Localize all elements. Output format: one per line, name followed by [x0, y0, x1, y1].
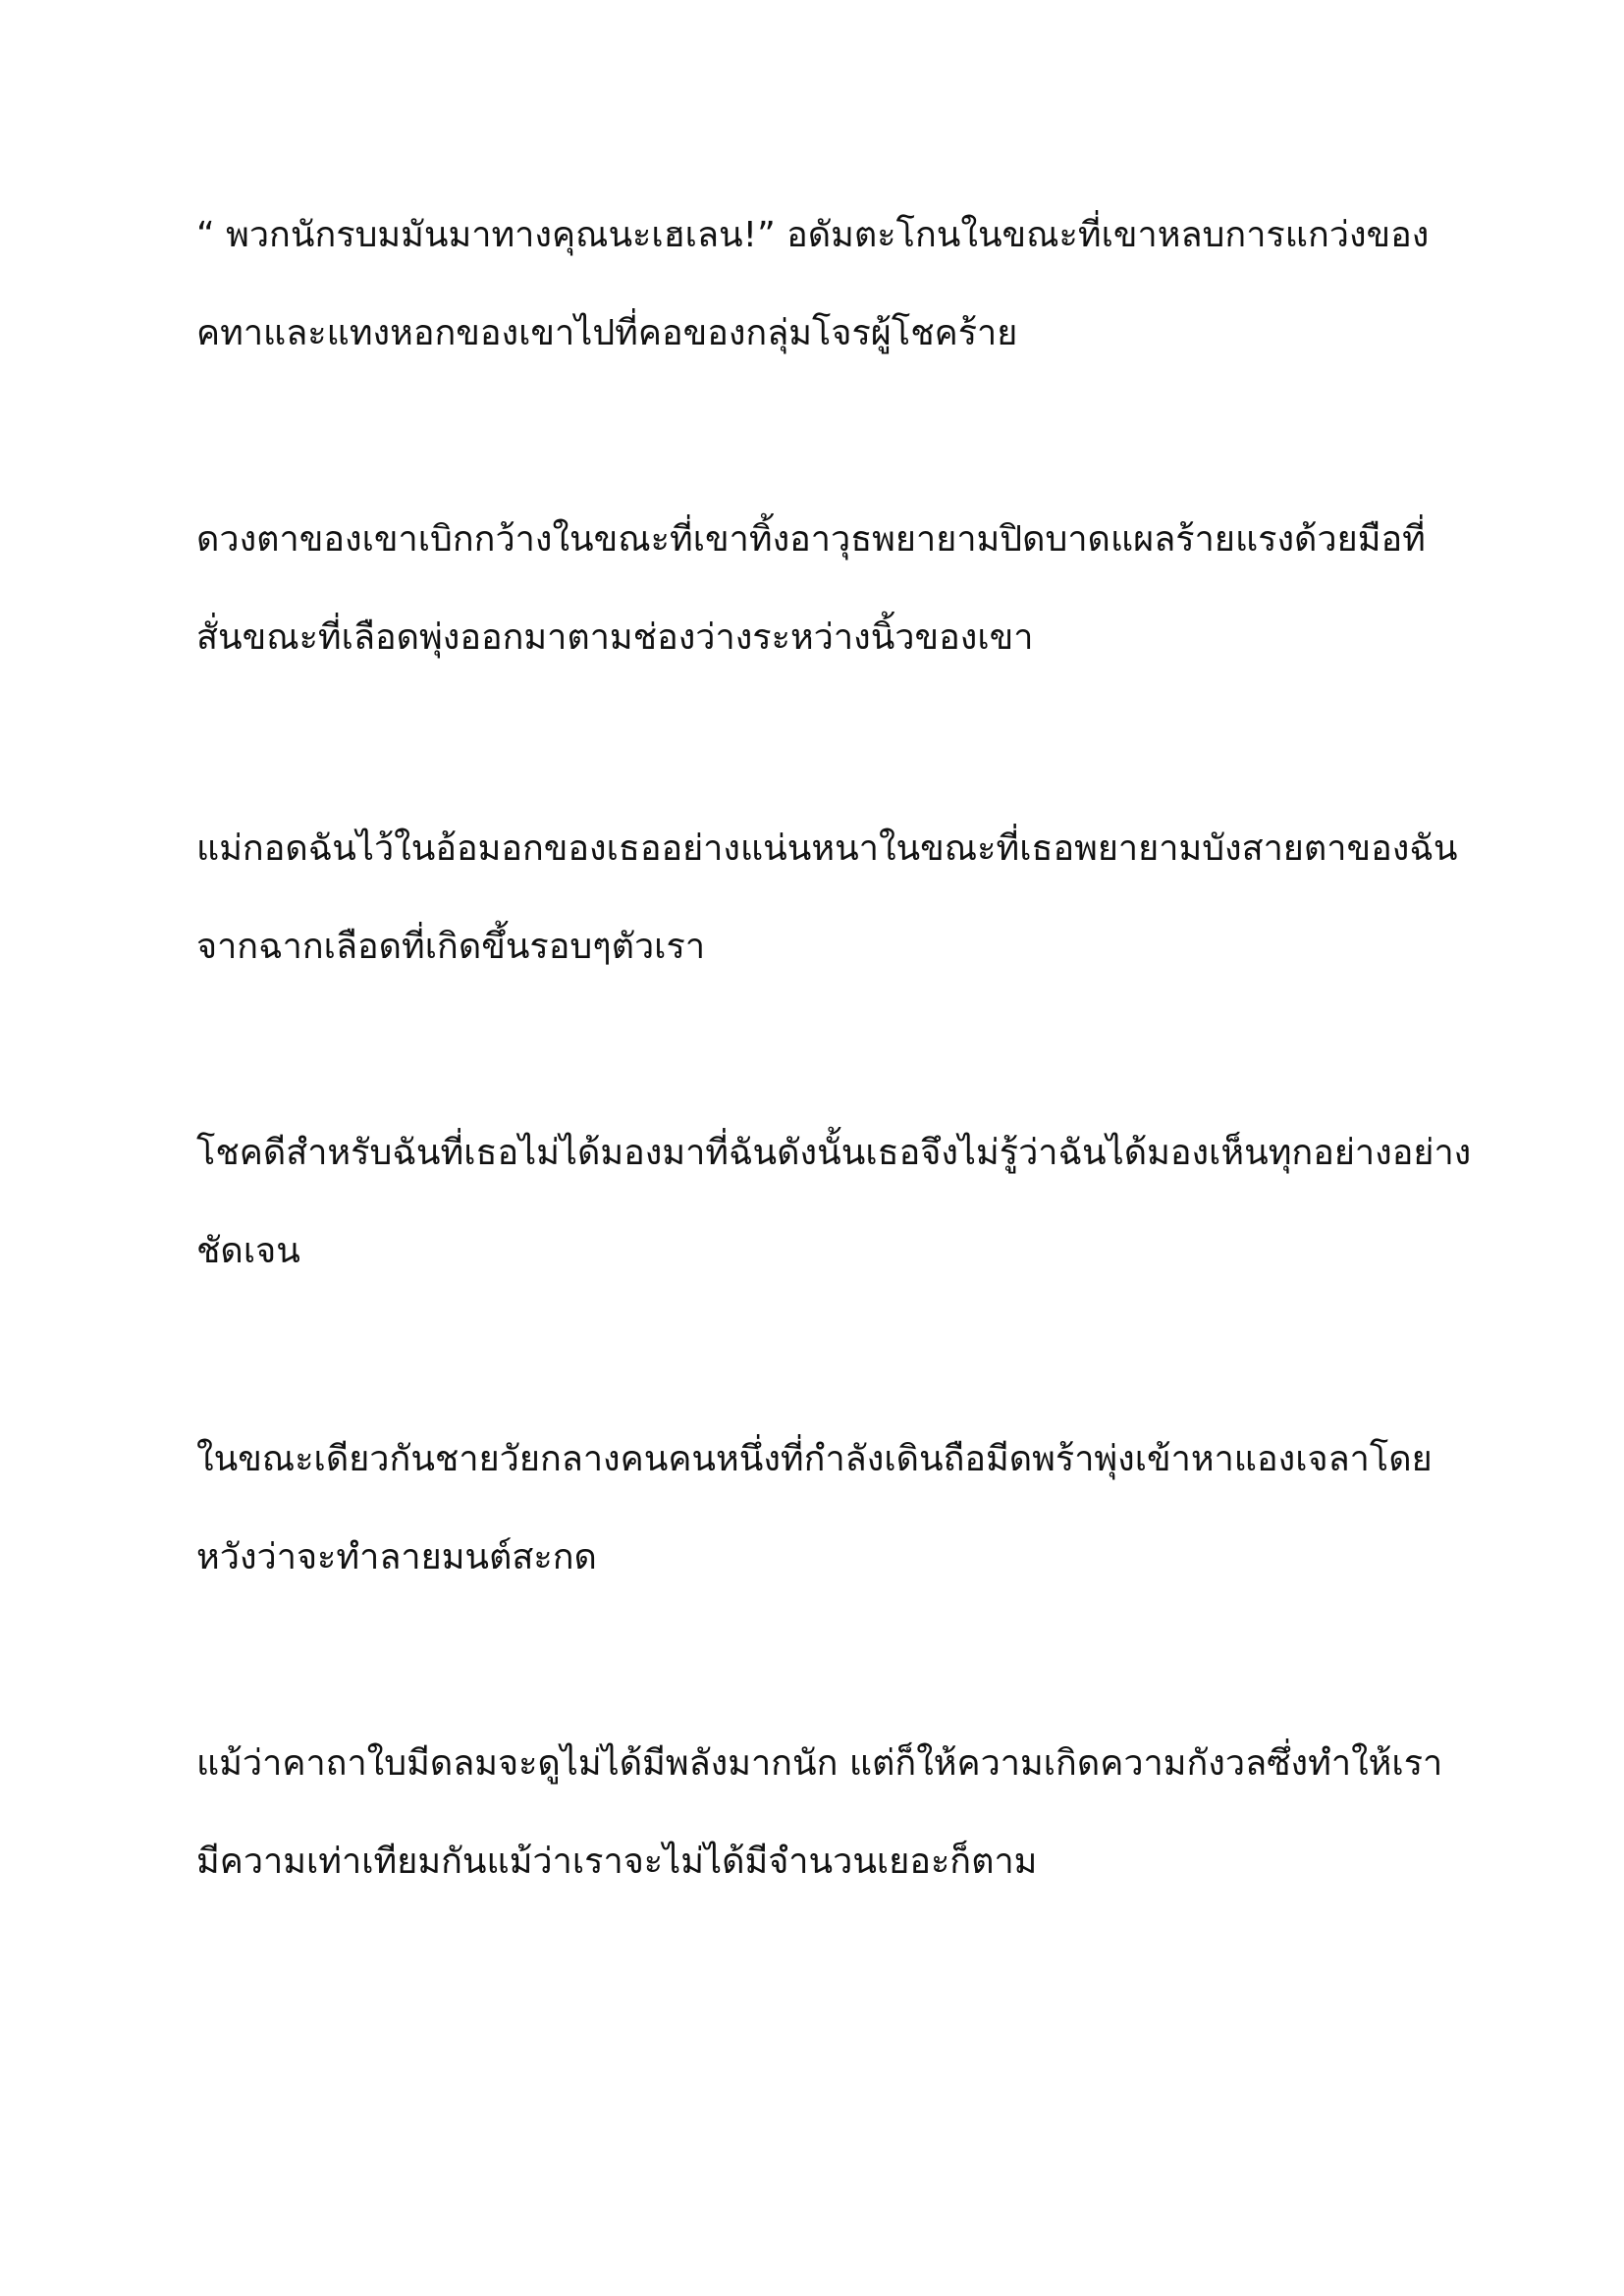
paragraph-1	[196, 187, 1453, 383]
paragraph-2	[196, 491, 1453, 687]
paragraph-line: โชคดีสำหรับฉันที่เธอไม่ได้มองมาที่ฉันดังนั้นเธอจึงไม่รู้ว่าฉันได้มองเห็นทุกอย่างอย่าง	[196, 1133, 1472, 1173]
paragraph-5	[196, 1411, 1453, 1607]
paragraph-line: หวังว่าจะทำลายมนต์สะกด	[196, 1537, 597, 1577]
paragraph-line: มีความเท่าเทียมกันแม้ว่าเราจะไม่ได้มีจำนวนเยอะก็ตาม	[196, 1842, 1038, 1882]
paragraph-line: แม่กอดฉันไว้ในอ้อมอกของเธออย่างแน่นหนาในขณะที่เธอพยายามบังสายตาของฉัน	[196, 828, 1458, 869]
paragraph-line: “ พวกนักรบมมันมาทางคุณนะเฮเลน!” อดัมตะโกนในขณะที่เขาหลบการแกว่งของ	[196, 215, 1430, 255]
paragraph-line: สั่นขณะที่เลือดพุ่งออกมาตามช่องว่างระหว่างนิ้วของเขา	[196, 617, 1034, 658]
paragraph-line: คทาและแทงหอกของเขาไปที่คอของกลุ่มโจรผู้โชคร้าย	[196, 313, 1018, 353]
paragraph-line: ชัดเจน	[196, 1231, 300, 1271]
paragraph-line: จากฉากเลือดที่เกิดขึ้นรอบๆตัวเรา	[196, 927, 706, 967]
paragraph-6	[196, 1715, 1453, 1911]
paragraph-line: แม้ว่าคาถาใบมีดลมจะดูไม่ได้มีพลังมากนัก แต่ก็ให้ความเกิดความกังวลซึ่งทำให้เรา	[196, 1743, 1443, 1784]
paragraph-line: ดวงตาของเขาเบิกกว้างในขณะที่เขาทิ้งอาวุธพยายามปิดบาดแผลร้ายแรงด้วยมือที่	[196, 519, 1426, 560]
paragraph-4	[196, 1104, 1472, 1301]
paragraph-3	[196, 800, 1458, 996]
paragraph-line: ในขณะเดียวกันชายวัยกลางคนคนหนึ่งที่กำลังเดินถือมีดพร้าพุ่งเข้าหาแองเจลาโดย	[196, 1439, 1433, 1479]
